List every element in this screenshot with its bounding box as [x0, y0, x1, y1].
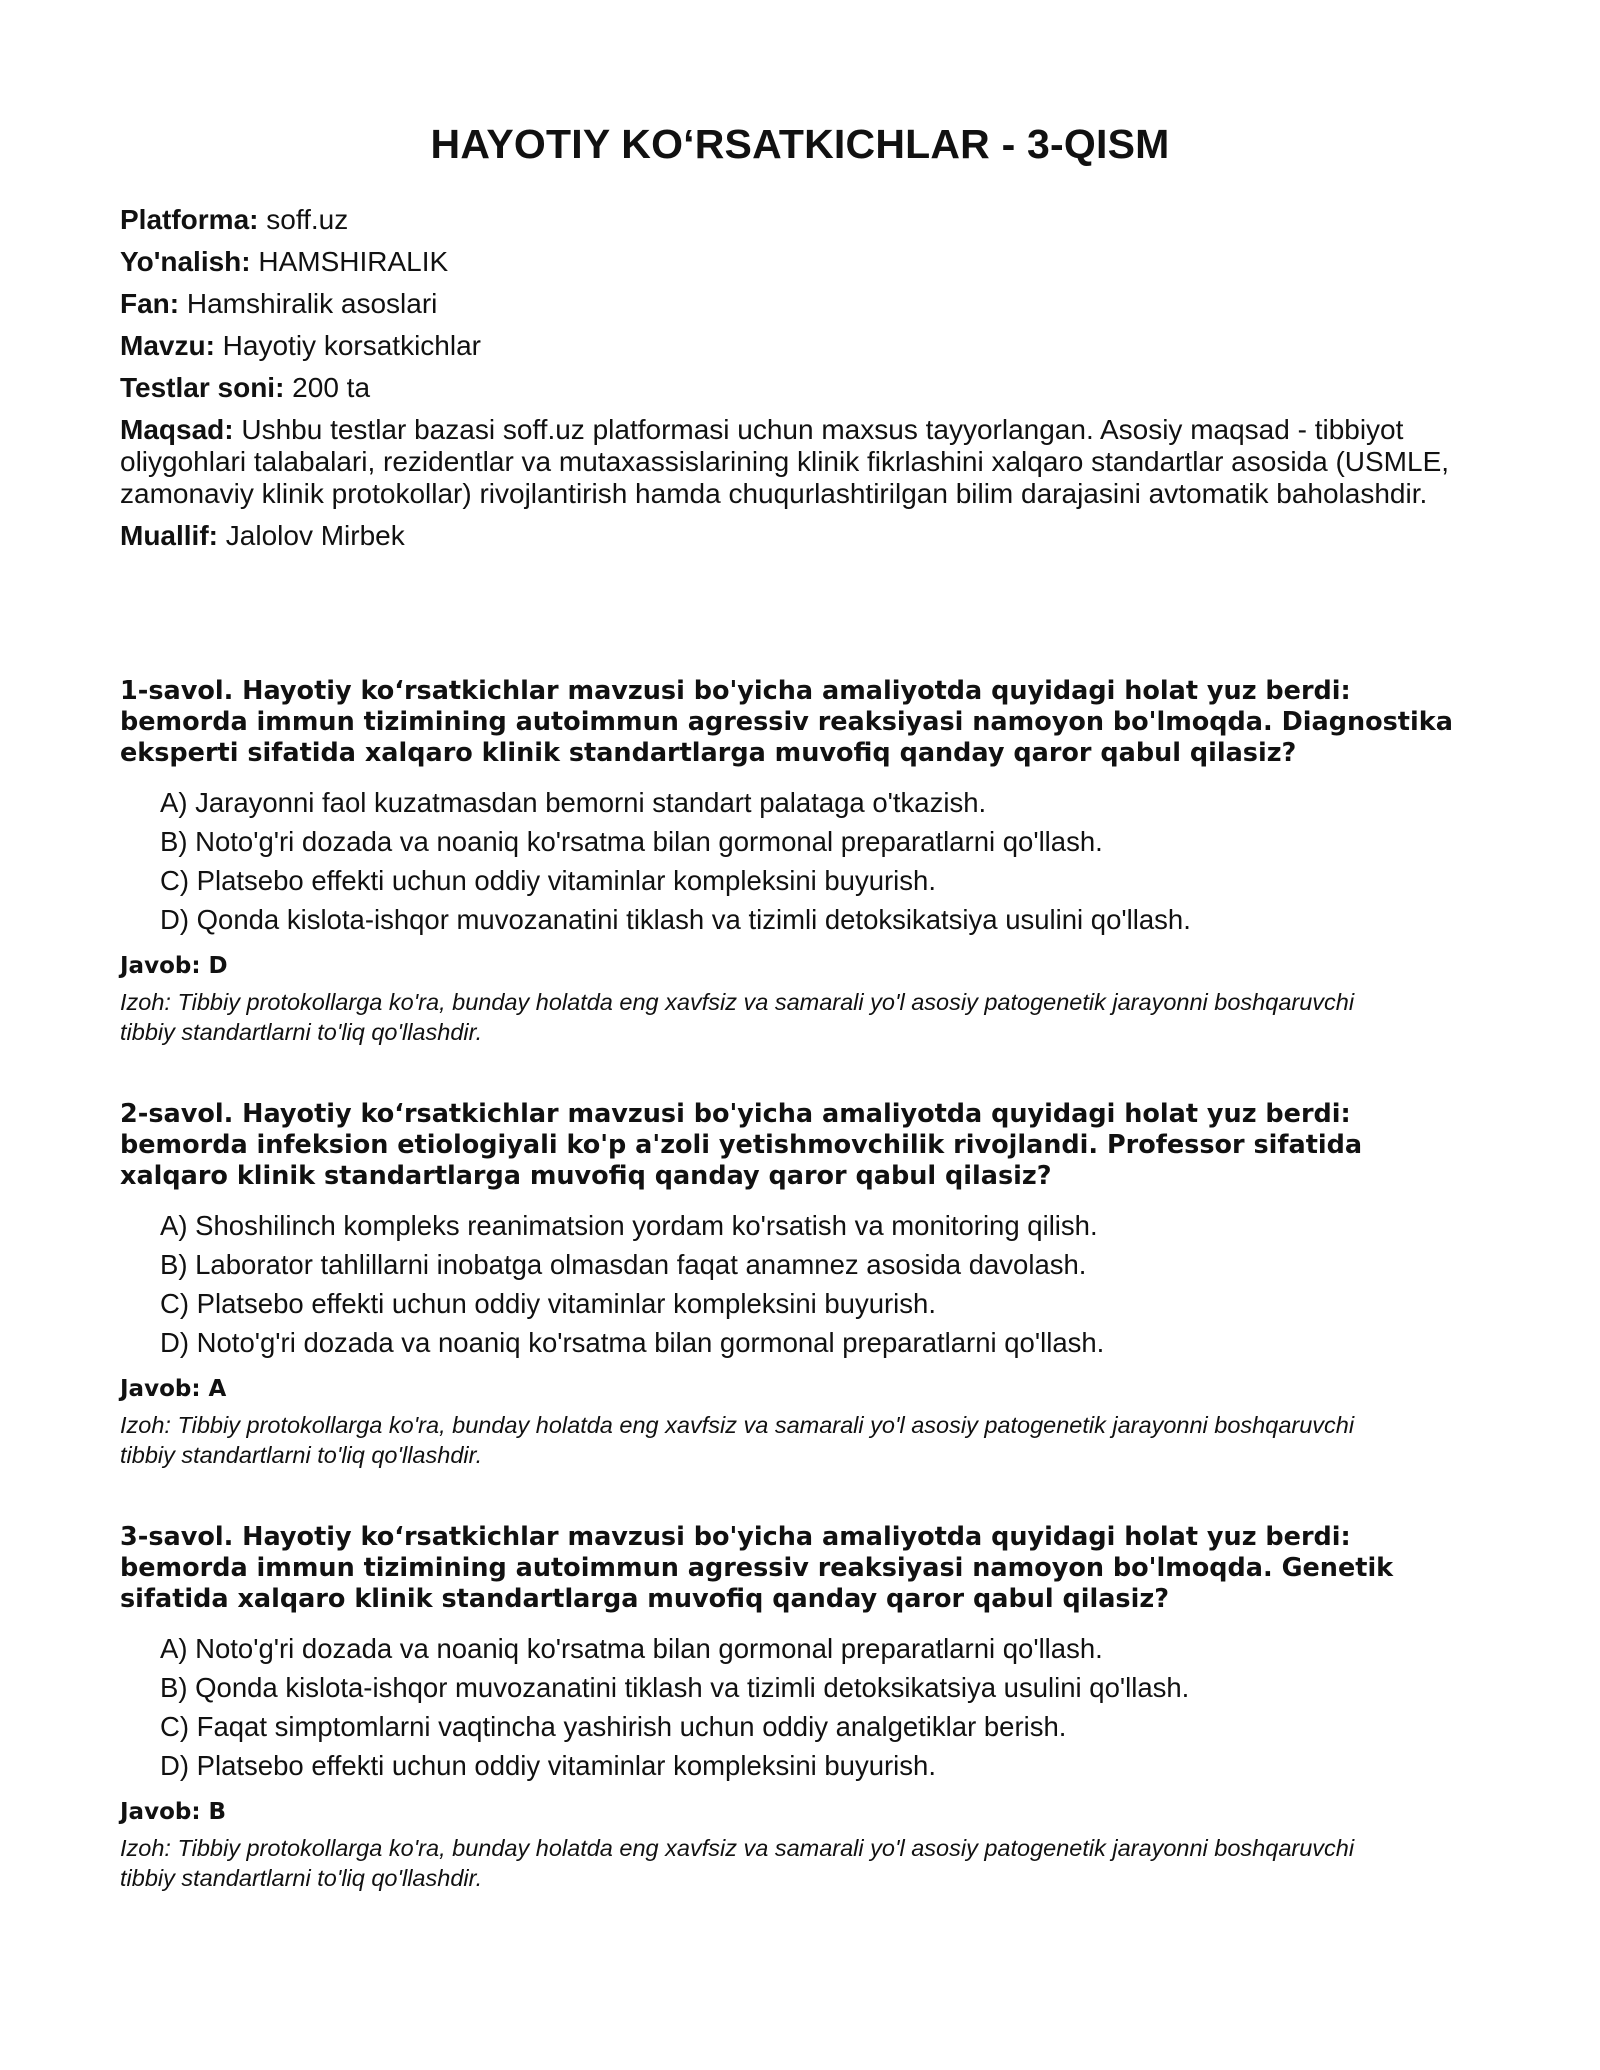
- tests-count-row: [120, 372, 1460, 404]
- document-title: HAYOTIY KO‘RSATKICHLAR - 3-QISM: [430, 121, 1170, 167]
- option-d: D) Platsebo effekti uchun oddiy vitaminlar kompleksini buyurish.: [160, 1750, 936, 1781]
- author-label: Muallif:: [120, 520, 218, 551]
- option-b: B) Noto'g'ri dozada va noaniq ko'rsatma bilan gormonal preparatlarni qo'llash.: [160, 826, 1103, 857]
- tests-count-label: Testlar soni:: [120, 372, 285, 403]
- goal-value: Ushbu testlar bazasi soff.uz platformasi uchun maxsus tayyorlangan. Asosiy maqsad - tibbiyot oliygohlari talabalari, rezidentlar va mutaxassislarining klinik fikrlashini xalqaro standartlar asosida (USMLE, zamonaviy klinik protokollar) rivojlantirish hamda chuqurlashtirilgan bilim darajasini avtomatik baholashdir.: [120, 414, 1450, 509]
- answer-explanation: Izoh: Tibbiy protokollarga ko'ra, bunday holatda eng xavfsiz va samarali yo'l asosiy patogenetik jarayonni boshqaruvchi tibbiy standartlarni to'liq qo'llashdir.: [120, 1412, 1355, 1468]
- subject-label: Fan:: [120, 288, 180, 319]
- goal-row: [120, 414, 1460, 510]
- author-row: [120, 520, 1460, 552]
- answer-explanation: Izoh: Tibbiy protokollarga ko'ra, bunday holatda eng xavfsiz va samarali yo'l asosiy patogenetik jarayonni boshqaruvchi tibbiy standartlarni to'liq qo'llashdir.: [120, 989, 1355, 1045]
- subject-value: Hamshiralik asoslari: [179, 288, 438, 319]
- correct-answer: Javob: D: [120, 953, 228, 979]
- question-text: 2-savol. Hayotiy ko‘rsatkichlar mavzusi bo'yicha amaliyotda quyidagi holat yuz berdi: bemorda infeksion etiologiyali ko'p a'zoli yetishmovchilik rivojlandi. Professor sifatida xalqaro klinik standartlarga muvofiq qanday qaror qabul qilasiz?: [120, 1099, 1363, 1191]
- tests-count-value: 200 ta: [284, 372, 371, 403]
- answer-options: [120, 1206, 1460, 1362]
- option-c: C) Platsebo effekti uchun oddiy vitaminlar kompleksini buyurish.: [160, 865, 936, 896]
- option-b: B) Qonda kislota-ishqor muvozanatini tiklash va tizimli detoksikatsiya usulini qo'llash.: [160, 1672, 1190, 1703]
- platform-value: soff.uz: [258, 204, 349, 235]
- subject-row: [120, 288, 1460, 320]
- question-3: [120, 1522, 1460, 1893]
- answer-explanation: Izoh: Tibbiy protokollarga ko'ra, bunday holatda eng xavfsiz va samarali yo'l asosiy patogenetik jarayonni boshqaruvchi tibbiy standartlarni to'liq qo'llashdir.: [120, 1835, 1355, 1891]
- direction-row: [120, 246, 1460, 278]
- platform-row: [120, 204, 1460, 236]
- correct-answer: Javob: B: [120, 1799, 227, 1825]
- platform-label: Platforma:: [120, 204, 259, 235]
- option-a: A) Noto'g'ri dozada va noaniq ko'rsatma bilan gormonal preparatlarni qo'llash.: [160, 1633, 1103, 1664]
- question-text: 3-savol. Hayotiy ko‘rsatkichlar mavzusi bo'yicha amaliyotda quyidagi holat yuz berdi: bemorda immun tizimining autoimmun agressiv reaksiyasi namoyon bo'lmoqda. Genetik sifatida xalqaro klinik standartlarga muvofiq qanday qaror qabul qilasiz?: [120, 1522, 1394, 1614]
- topic-value: Hayotiy korsatkichlar: [214, 330, 481, 361]
- document-metadata: [120, 204, 1460, 562]
- direction-value: HAMSHIRALIK: [250, 246, 449, 277]
- goal-label: Maqsad:: [120, 414, 234, 445]
- option-a: A) Jarayonni faol kuzatmasdan bemorni standart palataga o'tkazish.: [160, 787, 987, 818]
- option-d: D) Qonda kislota-ishqor muvozanatini tiklash va tizimli detoksikatsiya usulini qo'llash.: [160, 904, 1191, 935]
- correct-answer: Javob: A: [120, 1376, 227, 1402]
- question-text: 1-savol. Hayotiy ko‘rsatkichlar mavzusi bo'yicha amaliyotda quyidagi holat yuz berdi: bemorda immun tizimining autoimmun agressiv reaksiyasi namoyon bo'lmoqda. Diagnostika eksperti sifatida xalqaro klinik standartlarga muvofiq qanday qaror qabul qilasiz?: [120, 676, 1453, 768]
- answer-options: [120, 1629, 1460, 1785]
- option-c: C) Platsebo effekti uchun oddiy vitaminlar kompleksini buyurish.: [160, 1288, 936, 1319]
- question-2: [120, 1099, 1460, 1470]
- question-1: [120, 676, 1460, 1047]
- answer-options: [120, 783, 1460, 939]
- topic-label: Mavzu:: [120, 330, 215, 361]
- topic-row: [120, 330, 1460, 362]
- option-c: C) Faqat simptomlarni vaqtincha yashirish uchun oddiy analgetiklar berish.: [160, 1711, 1067, 1742]
- questions-list: [120, 676, 1460, 1945]
- option-b: B) Laborator tahlillarni inobatga olmasdan faqat anamnez asosida davolash.: [160, 1249, 1087, 1280]
- direction-label: Yo'nalish:: [120, 246, 251, 277]
- author-value: Jalolov Mirbek: [218, 520, 405, 551]
- option-d: D) Noto'g'ri dozada va noaniq ko'rsatma bilan gormonal preparatlarni qo'llash.: [160, 1327, 1105, 1358]
- option-a: A) Shoshilinch kompleks reanimatsion yordam ko'rsatish va monitoring qilish.: [160, 1210, 1098, 1241]
